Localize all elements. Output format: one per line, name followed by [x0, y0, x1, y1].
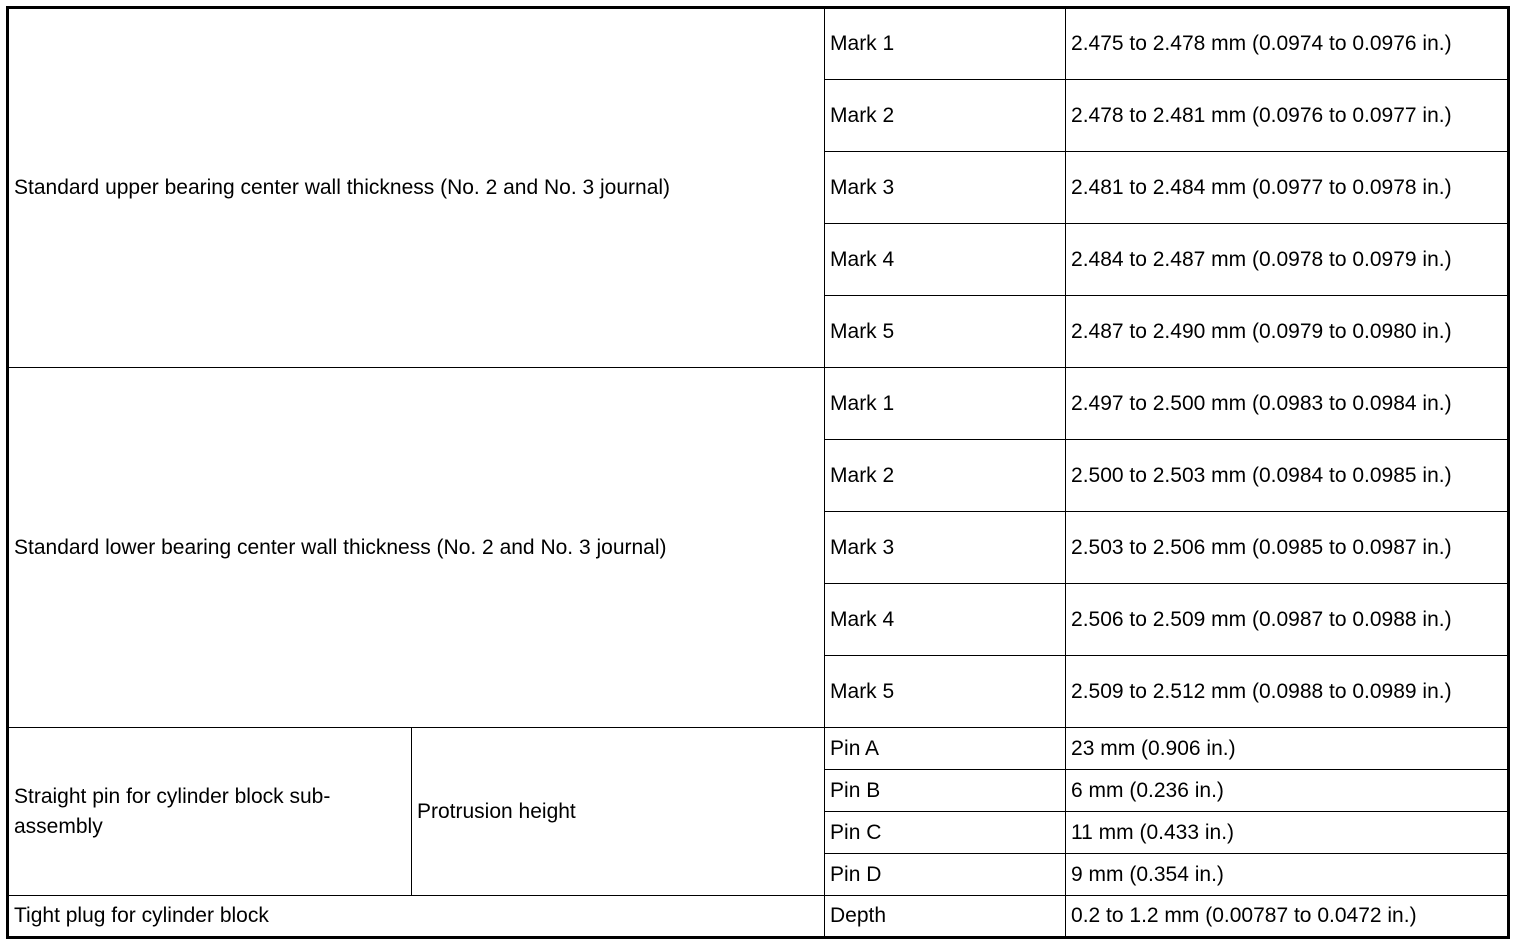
value-cell: 23 mm (0.906 in.)	[1066, 728, 1509, 770]
table-row	[8, 8, 1509, 80]
mark-cell: Mark 4	[825, 584, 1066, 656]
tight-plug-label: Tight plug for cylinder block	[8, 896, 825, 938]
value-cell: 6 mm (0.236 in.)	[1066, 770, 1509, 812]
mark-cell: Mark 3	[825, 152, 1066, 224]
value-cell: 2.503 to 2.506 mm (0.0985 to 0.0987 in.)	[1066, 512, 1509, 584]
value-cell: 11 mm (0.433 in.)	[1066, 812, 1509, 854]
mark-cell: Mark 3	[825, 512, 1066, 584]
upper-bearing-label: Standard upper bearing center wall thickness (No. 2 and No. 3 journal)	[8, 8, 825, 368]
value-cell: 2.481 to 2.484 mm (0.0977 to 0.0978 in.)	[1066, 152, 1509, 224]
value-cell: 2.506 to 2.509 mm (0.0987 to 0.0988 in.)	[1066, 584, 1509, 656]
value-cell: 9 mm (0.354 in.)	[1066, 854, 1509, 896]
table-row	[8, 368, 1509, 440]
pin-cell: Pin B	[825, 770, 1066, 812]
mark-cell: Mark 5	[825, 656, 1066, 728]
value-cell: 2.497 to 2.500 mm (0.0983 to 0.0984 in.)	[1066, 368, 1509, 440]
straight-pin-label: Straight pin for cylinder block sub-assembly	[8, 728, 412, 896]
value-cell: 2.475 to 2.478 mm (0.0974 to 0.0976 in.)	[1066, 8, 1509, 80]
pin-cell: Pin D	[825, 854, 1066, 896]
mark-cell: Mark 4	[825, 224, 1066, 296]
pin-cell: Pin C	[825, 812, 1066, 854]
value-cell: 0.2 to 1.2 mm (0.00787 to 0.0472 in.)	[1066, 896, 1509, 938]
mark-cell: Mark 2	[825, 440, 1066, 512]
mark-cell: Mark 1	[825, 8, 1066, 80]
value-cell: 2.487 to 2.490 mm (0.0979 to 0.0980 in.)	[1066, 296, 1509, 368]
depth-label: Depth	[825, 896, 1066, 938]
table-row	[8, 896, 1509, 938]
lower-bearing-label: Standard lower bearing center wall thickness (No. 2 and No. 3 journal)	[8, 368, 825, 728]
specification-table	[6, 6, 1510, 939]
pin-cell: Pin A	[825, 728, 1066, 770]
mark-cell: Mark 2	[825, 80, 1066, 152]
table-row	[8, 728, 1509, 770]
protrusion-height-label: Protrusion height	[412, 728, 825, 896]
mark-cell: Mark 5	[825, 296, 1066, 368]
mark-cell: Mark 1	[825, 368, 1066, 440]
value-cell: 2.509 to 2.512 mm (0.0988 to 0.0989 in.)	[1066, 656, 1509, 728]
value-cell: 2.478 to 2.481 mm (0.0976 to 0.0977 in.)	[1066, 80, 1509, 152]
value-cell: 2.484 to 2.487 mm (0.0978 to 0.0979 in.)	[1066, 224, 1509, 296]
value-cell: 2.500 to 2.503 mm (0.0984 to 0.0985 in.)	[1066, 440, 1509, 512]
